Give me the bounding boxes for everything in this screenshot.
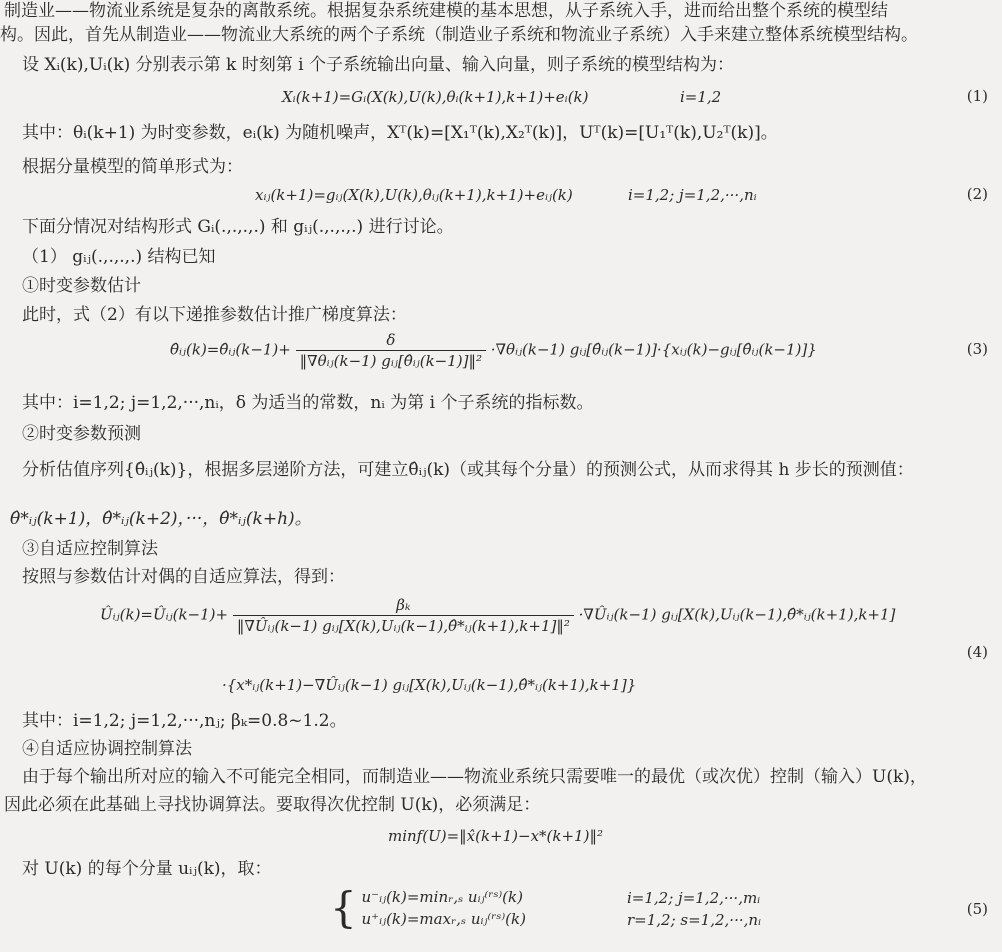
heading-coordination-control: ④自适应协调控制算法 <box>22 739 192 759</box>
paragraph-each-component: 对 U(k) 的每个分量 uᵢⱼ(k)，取： <box>22 859 272 879</box>
equation-3-rhs: ·∇θᵢⱼ(k−1) gᵢⱼ[θ̂ᵢⱼ(k−1)]·{xᵢⱼ(k)−gᵢⱼ[θ̂ᵢⱼ(k−1)]} <box>490 340 817 359</box>
equation-5-number: (5) <box>966 900 988 918</box>
equation-2-condition: i=1,2; j=1,2,···,nᵢ <box>628 186 757 204</box>
paragraph-params: 其中：θᵢ(k+1) 为时变参数，eᵢ(k) 为随机噪声，Xᵀ(k)=[X₁ᵀ(k),X₂ᵀ(k)]，Uᵀ(k)=[U₁ᵀ(k),U₂ᵀ(k)]。 <box>22 123 778 143</box>
paragraph-gradient-algorithm: 此时，式（2）有以下递推参数估计推广梯度算法： <box>22 305 407 325</box>
equation-4-fraction <box>233 595 574 636</box>
equation-3-lhs: θ̂ᵢⱼ(k)=θ̂ᵢⱼ(k−1)+ <box>170 340 291 359</box>
equation-5-cond-b: r=1,2; s=1,2,···,nᵢ <box>627 911 762 929</box>
heading-param-estimation: ①时变参数估计 <box>22 276 141 296</box>
equation-4-numerator: βₖ <box>233 595 574 616</box>
paragraph-intro-line2: 构。因此，首先从制造业——物流业大系统的两个子系统（制造业子系统和物流业子系统）入手来建立整体系统模型结构。 <box>0 25 918 45</box>
paragraph-define-vars: 设 Xᵢ(k),Uᵢ(k) 分别表示第 k 时刻第 i 个子系统输出向量、输入向量，则子系统的模型结构为： <box>22 55 734 75</box>
equation-4-number: (4) <box>966 643 988 661</box>
paragraph-where-3: 其中：i=1,2; j=1,2,···,nᵢ，δ 为适当的常数，nᵢ 为第 i 个子系统的指标数。 <box>22 393 594 413</box>
equation-4-line1 <box>100 595 895 636</box>
paragraph-cases: 下面分情况对结构形式 Gᵢ(.,.,.,.) 和 gᵢⱼ(.,.,.,.) 进行讨论。 <box>22 217 454 237</box>
heading-case-1: （1） gᵢⱼ(.,.,.,.) 结构已知 <box>22 247 216 267</box>
paragraph-component-model: 根据分量模型的简单形式为： <box>22 157 243 177</box>
equation-2-number: (2) <box>966 185 988 203</box>
paragraph-coordination-line1: 由于每个输出所对应的输入不可能完全相同，而制造业——物流业系统只需要唯一的最优（或次优）控制（输入）U(k)， <box>22 767 927 787</box>
heading-param-prediction: ②时变参数预测 <box>22 424 141 444</box>
paragraph-adaptive-algorithm: 按照与参数估计对偶的自适应算法，得到： <box>22 567 345 587</box>
equation-4-denominator: ‖∇Ûᵢⱼ(k−1) gᵢⱼ[X(k),Uᵢⱼ(k−1),θ̂*ᵢⱼ(k+1),k+1]‖² <box>236 617 570 635</box>
equation-3-numerator: δ <box>296 330 486 351</box>
equation-5-case-b: u⁺ᵢⱼ(k)=maxᵣ,ₛ uᵢⱼ⁽ʳˢ⁾(k) <box>361 910 526 928</box>
equation-4-line2: ·{x*ᵢⱼ(k+1)−∇Ûᵢⱼ(k−1) gᵢⱼ[X(k),Uᵢⱼ(k−1),θ̂*ᵢⱼ(k+1),k+1]} <box>222 676 637 694</box>
paragraph-where-4: 其中：i=1,2; j=1,2,···,nⱼ; βₖ=0.8~1.2。 <box>22 711 347 731</box>
equation-1: Xᵢ(k+1)=Gᵢ(X(k),U(k),θᵢ(k+1),k+1)+eᵢ(k) <box>282 88 589 106</box>
paragraph-prediction: 分析估值序列{θ̂ᵢⱼ(k)}，根据多层递阶方法，可建立θ̂ᵢⱼ(k)（或其每个分量）的预测公式，从而求得其 h 步长的预测值： <box>22 460 914 480</box>
equation-2: xᵢⱼ(k+1)=gᵢⱼ(X(k),U(k),θᵢⱼ(k+1),k+1)+eᵢⱼ(k) <box>255 186 573 204</box>
equation-1-number: (1) <box>966 87 988 105</box>
equation-1-condition: i=1,2 <box>680 88 722 106</box>
equation-5 <box>330 883 526 932</box>
equation-5-cases <box>362 886 526 930</box>
equation-3 <box>170 330 817 371</box>
equation-4-rhs1: ·∇Ûᵢⱼ(k−1) gᵢⱼ[X(k),Uᵢⱼ(k−1),θ̂*ᵢⱼ(k+1),k+1] <box>578 605 896 624</box>
equation-5-brace: { <box>330 883 357 932</box>
equation-5-cond-a: i=1,2; j=1,2,···,mᵢ <box>627 889 761 907</box>
equation-3-fraction <box>296 330 486 371</box>
paragraph-intro-line1: 制造业——物流业系统是复杂的离散系统。根据复杂系统建模的基本思想，从子系统入手，进而给出整个系统的模型结 <box>4 1 888 21</box>
paragraph-prediction-values: θ̂*ᵢⱼ(k+1)，θ̂*ᵢⱼ(k+2)，···，θ̂*ᵢⱼ(k+h)。 <box>10 509 312 529</box>
equation-min: minf(U)=‖x̂(k+1)−x*(k+1)‖² <box>388 827 603 845</box>
heading-adaptive-control: ③自适应控制算法 <box>22 539 158 559</box>
equation-3-number: (3) <box>966 340 988 358</box>
equation-4-lhs: Ûᵢⱼ(k)=Ûᵢⱼ(k−1)+ <box>100 605 229 624</box>
paragraph-coordination-line2: 因此必须在此基础上寻找协调算法。要取得次优控制 U(k)，必须满足： <box>4 795 541 815</box>
equation-3-denominator: ‖∇θᵢⱼ(k−1) gᵢⱼ[θ̂ᵢⱼ(k−1)]‖² <box>299 352 483 370</box>
equation-5-case-a: u⁻ᵢⱼ(k)=minᵣ,ₛ uᵢⱼ⁽ʳˢ⁾(k) <box>361 888 523 906</box>
